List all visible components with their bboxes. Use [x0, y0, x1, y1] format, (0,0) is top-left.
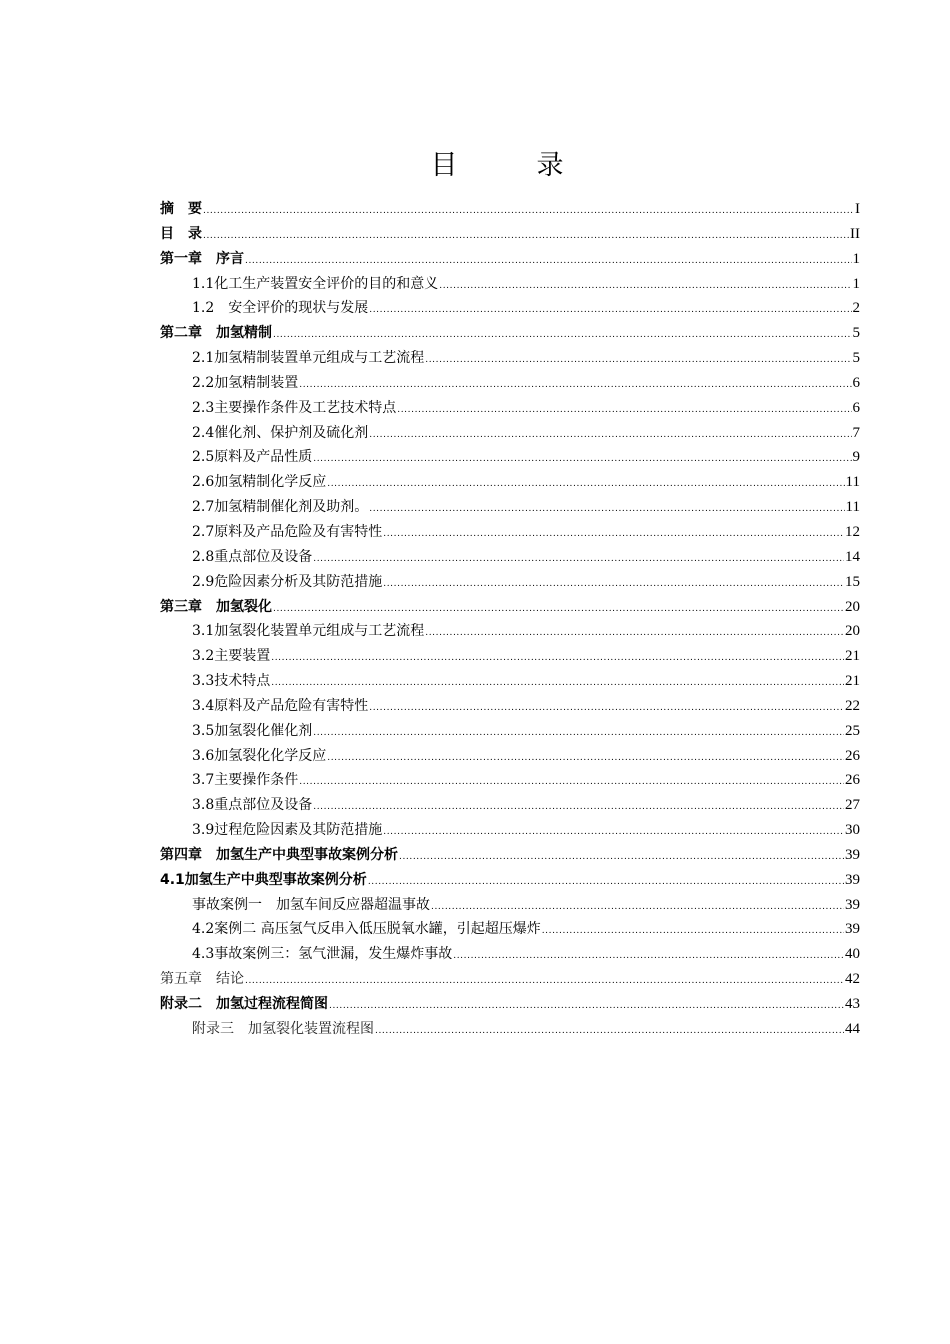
toc-entry-page-number: II: [850, 225, 860, 242]
toc-entry-label: 2.7加氢精制催化剂及助剂。: [192, 499, 369, 516]
toc-entry-label: 3.8重点部位及设备: [192, 797, 313, 814]
toc-entry[interactable]: [160, 918, 860, 943]
toc-entry[interactable]: [160, 198, 860, 223]
toc-dot-leader: [425, 355, 851, 365]
toc-entry-label: 4.1加氢生产中典型事故案例分析: [160, 871, 367, 888]
toc-entry[interactable]: [160, 894, 860, 919]
toc-entry-label: 第五章 结论: [160, 971, 244, 988]
toc-dot-leader: [375, 1026, 844, 1036]
toc-dot-leader: [368, 877, 844, 887]
toc-entry-label: 3.4原料及产品危险有害特性: [192, 697, 369, 714]
toc-entry[interactable]: [160, 819, 860, 844]
toc-entry-label: 3.6加氢裂化化学反应: [192, 747, 327, 764]
toc-entry-label: 2.1加氢精制装置单元组成与工艺流程: [192, 350, 425, 367]
toc-entry-label: 3.9过程危险因素及其防范措施: [192, 822, 383, 839]
toc-dot-leader: [425, 628, 844, 638]
toc-entry-page-number: 44: [845, 1020, 860, 1037]
toc-entry-label: 2.7原料及产品危险及有害特性: [192, 523, 383, 540]
toc-entry-page-number: 1: [852, 250, 860, 267]
toc-entry[interactable]: [160, 521, 860, 546]
toc-dot-leader: [383, 529, 844, 539]
toc-dot-leader: [313, 802, 844, 812]
toc-dot-leader: [245, 976, 844, 986]
toc-entry-page-number: I: [855, 201, 860, 217]
toc-entry[interactable]: [160, 968, 860, 993]
toc-entry-page-number: 39: [845, 896, 860, 913]
toc-entry-page-number: 26: [845, 747, 860, 764]
toc-entry[interactable]: [160, 596, 860, 621]
toc-dot-leader: [399, 852, 844, 862]
toc-dot-leader: [299, 777, 844, 787]
toc-entry[interactable]: [160, 620, 860, 645]
toc-entry-label: 1.2 安全评价的现状与发展: [192, 300, 369, 317]
toc-entry[interactable]: [160, 496, 860, 521]
toc-entry-page-number: 12: [845, 523, 860, 540]
toc-entry[interactable]: [160, 471, 860, 496]
toc-entry-page-number: 39: [845, 846, 860, 863]
toc-entry-page-number: 9: [852, 449, 860, 466]
toc-entry[interactable]: [160, 844, 860, 869]
toc-dot-leader: [245, 256, 852, 266]
toc-entry[interactable]: [160, 248, 860, 273]
toc-dot-leader: [369, 305, 851, 315]
toc-entry-page-number: 39: [845, 921, 860, 938]
toc-entry-page-number: 26: [845, 772, 860, 789]
toc-entry[interactable]: [160, 695, 860, 720]
toc-entry-page-number: 6: [852, 374, 860, 391]
toc-dot-leader: [453, 951, 844, 961]
toc-entry[interactable]: [160, 322, 860, 347]
toc-entry-page-number: 15: [845, 573, 860, 590]
toc-dot-leader: [203, 206, 854, 216]
toc-entry-label: 附录三 加氢裂化装置流程图: [192, 1020, 374, 1037]
toc-entry[interactable]: [160, 397, 860, 422]
toc-entry-label: 4.3事故案例三：氢气泄漏，发生爆炸事故: [192, 946, 453, 963]
toc-entry-label: 4.2案例二 高压氢气反串入低压脱氧水罐，引起超压爆炸: [192, 921, 541, 938]
toc-entry-page-number: 39: [845, 871, 860, 888]
toc-dot-leader: [313, 728, 844, 738]
toc-entry[interactable]: [160, 571, 860, 596]
toc-entry-page-number: 30: [845, 822, 860, 839]
toc-dot-leader: [313, 454, 851, 464]
page-title: 目 录: [430, 150, 590, 181]
toc-entry-page-number: 43: [845, 996, 860, 1012]
toc-dot-leader: [299, 380, 851, 390]
toc-dot-leader: [327, 753, 844, 763]
toc-dot-leader: [273, 604, 844, 614]
toc-dot-leader: [313, 554, 844, 564]
toc-entry[interactable]: [160, 422, 860, 447]
toc-dot-leader: [369, 430, 851, 440]
toc-entry-page-number: 20: [845, 598, 860, 615]
toc-dot-leader: [369, 504, 844, 514]
toc-dot-leader: [327, 479, 844, 489]
toc-entry-page-number: 7: [852, 424, 860, 441]
toc-entry-label: 1.1化工生产装置安全评价的目的和意义: [192, 275, 439, 292]
toc-entry-label: 第四章 加氢生产中典型事故案例分析: [160, 846, 398, 863]
toc-entry-label: 2.3主要操作条件及工艺技术特点: [192, 399, 397, 416]
toc-entry[interactable]: [160, 794, 860, 819]
toc-entry-page-number: 20: [845, 623, 860, 640]
toc-entry-page-number: 11: [845, 474, 860, 491]
toc-entry-label: 2.4催化剂、保护剂及硫化剂: [192, 424, 369, 441]
toc-dot-leader: [369, 703, 844, 713]
toc-entry-page-number: 40: [845, 946, 860, 963]
toc-entry[interactable]: [160, 223, 860, 248]
toc-entry[interactable]: [160, 546, 860, 571]
toc-entry-label: 2.2加氢精制装置: [192, 374, 299, 391]
toc-entry[interactable]: [160, 943, 860, 968]
toc-entry-page-number: 25: [845, 722, 860, 739]
toc-entry-page-number: 5: [852, 325, 860, 342]
toc-entry[interactable]: [160, 273, 860, 298]
toc-dot-leader: [383, 827, 844, 837]
toc-entry-label: 目 录: [160, 225, 202, 242]
toc-entry[interactable]: [160, 1018, 860, 1043]
toc-entry-page-number: 1: [852, 275, 860, 292]
toc-dot-leader: [383, 579, 844, 589]
toc-entry-page-number: 21: [845, 648, 860, 665]
toc-entry-page-number: 6: [852, 399, 860, 416]
toc-entry-label: 摘 要: [160, 201, 202, 217]
toc-entry-label: 2.9危险因素分析及其防范措施: [192, 573, 383, 590]
toc-entry-label: 事故案例一 加氢车间反应器超温事故: [192, 896, 430, 913]
toc-entry-page-number: 21: [845, 673, 860, 690]
table-of-contents: [160, 198, 860, 1043]
toc-entry-label: 2.8重点部位及设备: [192, 548, 313, 565]
toc-dot-leader: [397, 405, 851, 415]
toc-entry[interactable]: [160, 645, 860, 670]
toc-entry-page-number: 11: [845, 499, 860, 516]
toc-entry[interactable]: [160, 372, 860, 397]
toc-entry-page-number: 22: [845, 697, 860, 714]
toc-entry[interactable]: [160, 769, 860, 794]
toc-dot-leader: [203, 231, 849, 241]
toc-entry[interactable]: [160, 745, 860, 770]
toc-entry-label: 2.5原料及产品性质: [192, 449, 313, 466]
toc-dot-leader: [542, 926, 844, 936]
toc-entry[interactable]: [160, 670, 860, 695]
toc-entry[interactable]: [160, 869, 860, 894]
toc-entry-label: 附录二 加氢过程流程简图: [160, 996, 328, 1012]
toc-entry[interactable]: [160, 297, 860, 322]
toc-entry-page-number: 5: [852, 350, 860, 367]
toc-entry-page-number: 14: [845, 548, 860, 565]
toc-dot-leader: [329, 1001, 844, 1011]
toc-entry-label: 3.7主要操作条件: [192, 772, 299, 789]
toc-entry-label: 2.6加氢精制化学反应: [192, 474, 327, 491]
toc-entry[interactable]: [160, 720, 860, 745]
toc-entry-page-number: 2: [852, 300, 860, 317]
toc-dot-leader: [431, 902, 844, 912]
toc-entry[interactable]: [160, 347, 860, 372]
toc-dot-leader: [271, 653, 844, 663]
toc-entry[interactable]: [160, 446, 860, 471]
toc-entry[interactable]: [160, 993, 860, 1018]
toc-entry-page-number: 27: [845, 797, 860, 814]
toc-entry-label: 3.2主要装置: [192, 648, 271, 665]
toc-entry-label: 第三章 加氢裂化: [160, 598, 272, 615]
toc-entry-label: 3.3技术特点: [192, 673, 271, 690]
toc-dot-leader: [439, 281, 851, 291]
toc-entry-label: 3.1加氢裂化装置单元组成与工艺流程: [192, 623, 425, 640]
toc-dot-leader: [271, 678, 844, 688]
toc-entry-label: 第二章 加氢精制: [160, 325, 272, 342]
toc-entry-page-number: 42: [845, 971, 860, 988]
toc-entry-label: 第一章 序言: [160, 250, 244, 267]
toc-entry-label: 3.5加氢裂化催化剂: [192, 722, 313, 739]
toc-dot-leader: [273, 330, 852, 340]
